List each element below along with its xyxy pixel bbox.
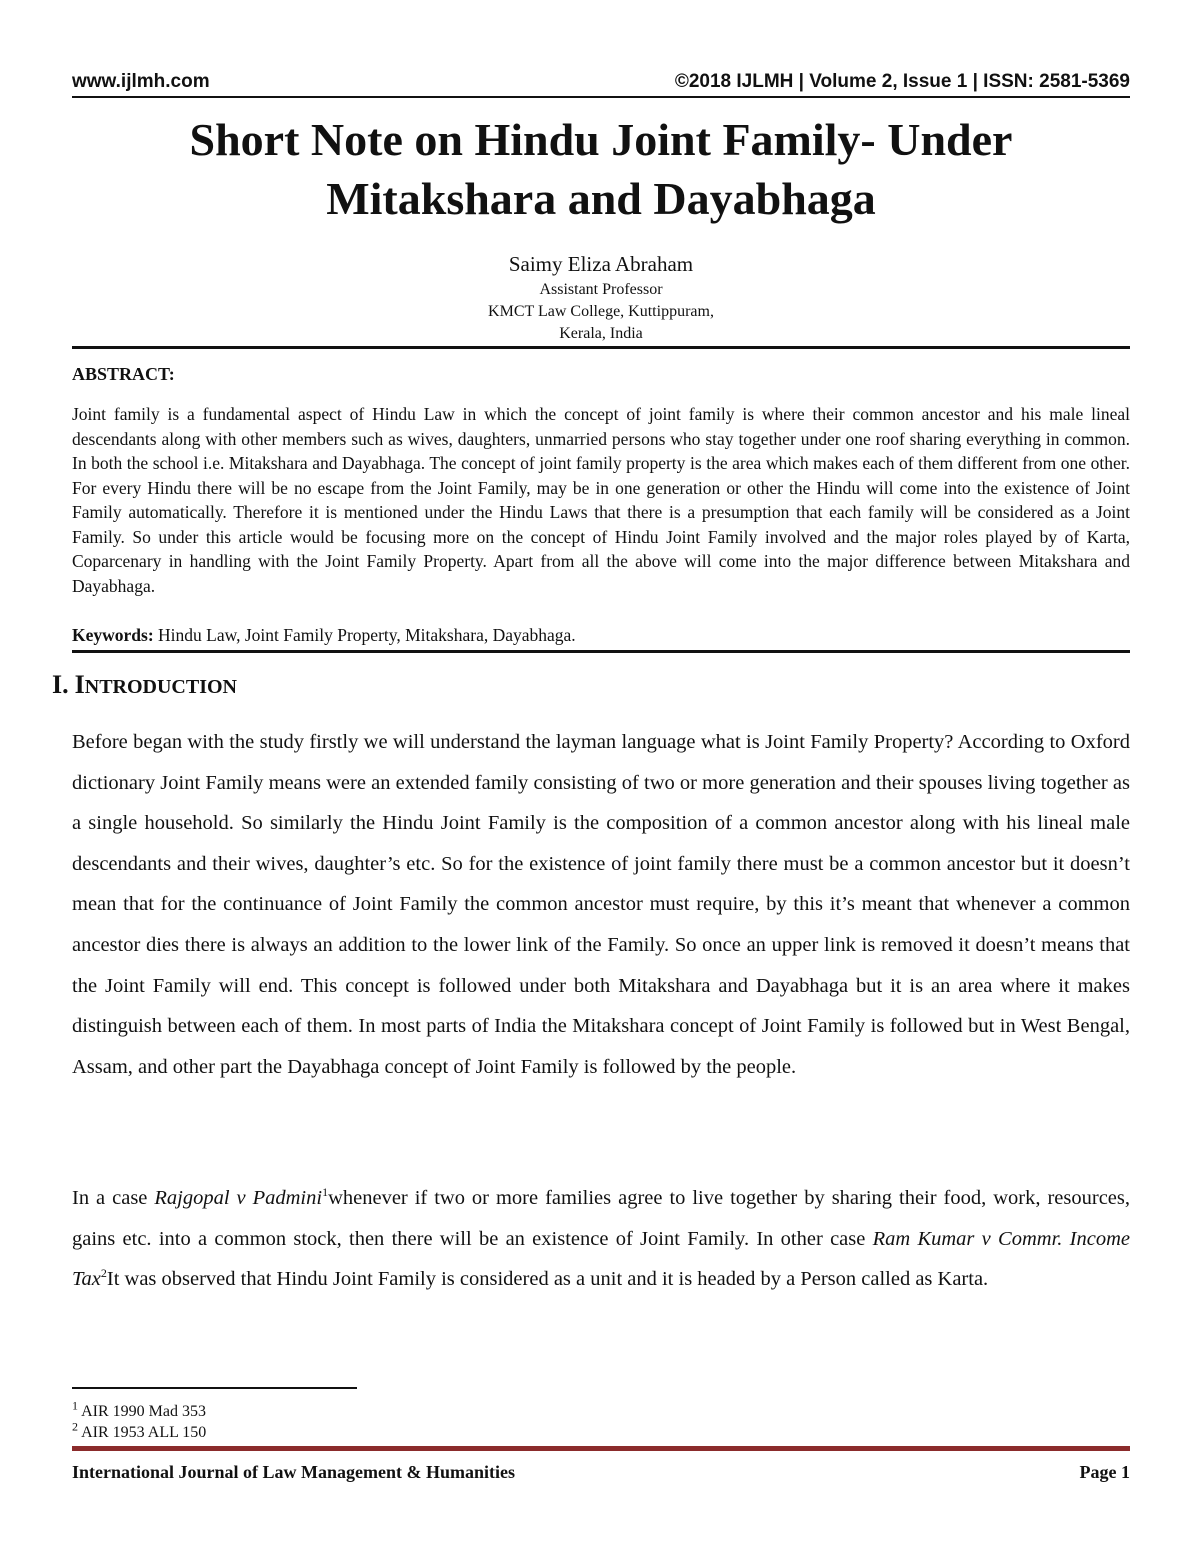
title-line-1: Short Note on Hindu Joint Family- Under	[189, 114, 1013, 165]
keywords-list: Hindu Law, Joint Family Property, Mitakshara, Dayabhaga.	[153, 625, 576, 645]
section-title-rest: NTRODUCTION	[84, 676, 237, 698]
header-rule	[72, 96, 1130, 98]
para2-text-pre: In a case	[72, 1187, 155, 1209]
footnote-2-text: AIR 1953 ALL 150	[78, 1424, 207, 1441]
keywords-line	[72, 623, 1130, 647]
intro-paragraph-1: Before began with the study firstly we will understand the layman language what is Joint Family Property? According to Oxford dictionary Joint Family means were an extended family consisting of two or more generation and their spouses living together as a single household. So similarly the Hindu Joint Family is the composition of a common ancestor along with his lineal male descendants and their wives, daughter’s etc. So for the existence of joint family there must be a common ancestor but it doesn’t mean that for the continuance of Joint Family the common ancestor must require, by this it’s meant that whenever a common ancestor dies there is always an addition to the lower link of the Family. So once an upper link is removed it doesn’t means that the Joint Family will end. This concept is followed under both Mitakshara and Dayabhaga but it is an area where it makes distinguish between each of them. In most parts of India the Mitakshara concept of Joint Family is followed but in West Bengal, Assam, and other part the Dayabhaga concept of Joint Family is followed by the people.	[72, 731, 1130, 1078]
footnote-ref-1[interactable]: 1	[322, 1185, 329, 1200]
footer-bar	[72, 1446, 1130, 1451]
para2-text-mid: whenever if two or more families agree to live together by sharing their food, work, resources, gains etc. into a common stock, then there will be an existence of Joint Family. In other case	[72, 1187, 1130, 1250]
section-heading-introduction	[52, 670, 237, 700]
journal-website: www.ijlmh.com	[72, 71, 210, 92]
section-numeral: I.	[52, 670, 69, 699]
abstract-top-rule	[72, 346, 1130, 349]
footnote-1	[72, 1398, 206, 1421]
footnote-2	[72, 1419, 207, 1442]
para2-text-post: It was observed that Hindu Joint Family is considered as a unit and it is headed by a Person called as Karta.	[106, 1268, 989, 1291]
case-citation-ram-kumar: Ram Kumar v Commr. Income Tax	[72, 1227, 1130, 1291]
footnote-rule	[72, 1387, 357, 1389]
footnote-1-number: 1	[72, 1398, 78, 1413]
journal-issue-info: ©2018 IJLMH | Volume 2, Issue 1 | ISSN: 2581-5369	[674, 71, 1130, 92]
title-line-2: Mitakshara and Dayabhaga	[326, 173, 876, 224]
author-position: Assistant Professor	[539, 281, 663, 298]
author-college: KMCT Law College, Kuttippuram,	[488, 303, 714, 320]
section-initial: I	[74, 670, 85, 699]
intro-paragraph-2	[72, 1178, 1130, 1300]
page-number: Page 1	[1079, 1462, 1130, 1482]
case-citation-rajgopal: Rajgopal v Padmini	[154, 1187, 323, 1209]
author-location: Kerala, India	[559, 325, 643, 342]
footnote-ref-2[interactable]: 2	[100, 1266, 107, 1281]
keywords-label: Keywords:	[72, 625, 154, 645]
footnote-2-number: 2	[72, 1419, 78, 1434]
author-name: Saimy Eliza Abraham	[508, 252, 694, 276]
abstract-text: Joint family is a fundamental aspect of Hindu Law in which the concept of joint family is where their common ancestor and his male lineal descendants along with other members such as wives, daughters, unmarried persons who stay together under one roof sharing everything in common. In both the school i.e. Mitakshara and Dayabhaga. The concept of joint family property is the area which makes each of them different from one other. For every Hindu there will be no escape from the Joint Family, may be in one generation or other the Hindu will come into the existence of Joint Family automatically. Therefore it is mentioned under the Hindu Laws that there is a presumption that each family will be considered as a Joint Family. So under this article would be focusing more on the concept of Hindu Joint Family involved and the major roles played by of Karta, Coparcenary in handling with the Joint Family Property. Apart from all the above will come into the major difference between Mitakshara and Dayabhaga.	[72, 404, 1130, 596]
paper-page	[52, 0, 1130, 1553]
abstract-heading: ABSTRACT:	[72, 364, 175, 384]
footer-journal-name: International Journal of Law Management & Humanities	[72, 1462, 515, 1482]
abstract-bottom-rule	[72, 650, 1130, 653]
footnote-1-text: AIR 1990 Mad 353	[78, 1403, 206, 1420]
paper-title	[72, 110, 1130, 228]
